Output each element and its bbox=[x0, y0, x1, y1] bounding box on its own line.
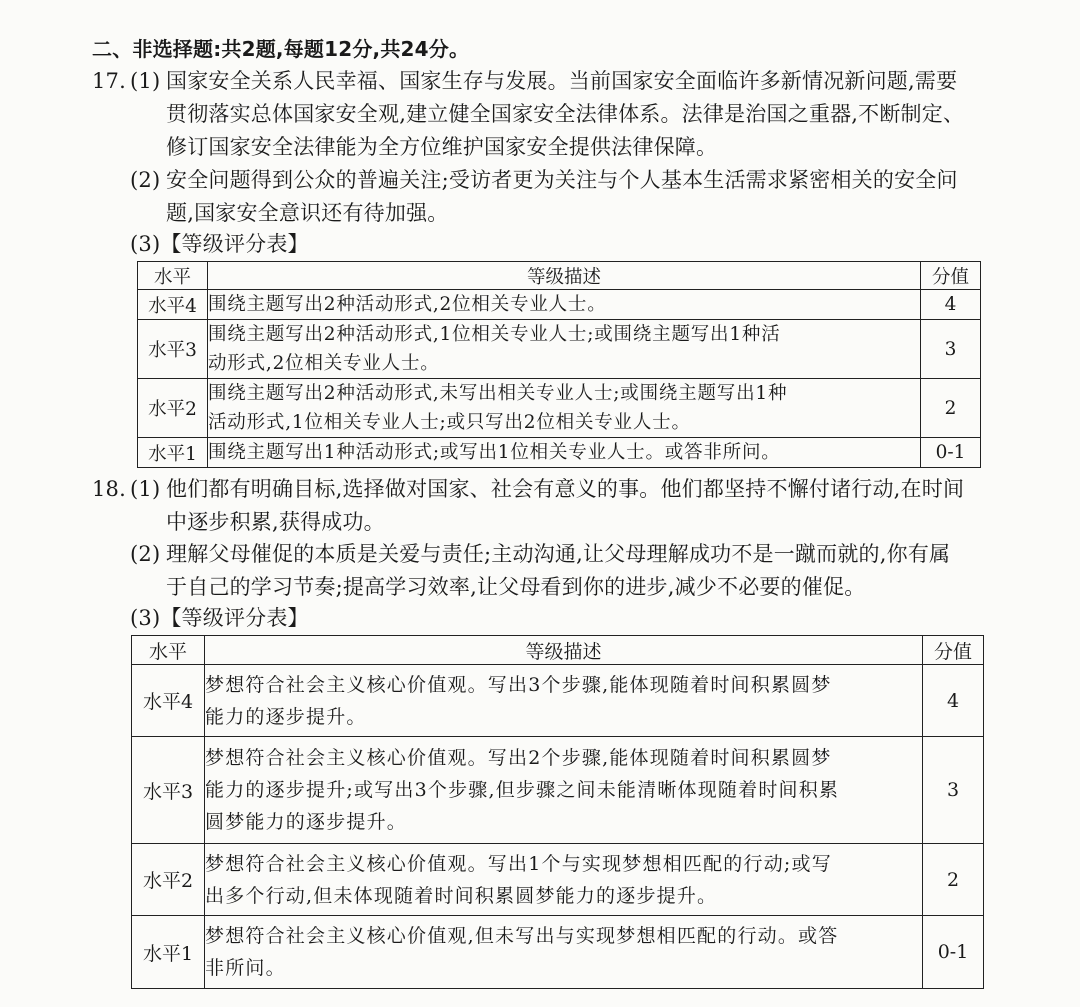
q17-part1-line: 修订国家安全法律能为全方位维护国家安全提供法律保障。 bbox=[166, 135, 718, 159]
description-line: 活动形式,1位相关专业人士;或只写出2位相关专业人士。 bbox=[208, 412, 691, 433]
level-cell: 水平4 bbox=[132, 665, 205, 737]
description-cell bbox=[208, 438, 921, 468]
table-header-level: 水平 bbox=[132, 636, 205, 665]
table-header-score: 分值 bbox=[921, 262, 981, 290]
table-header-score: 分值 bbox=[923, 636, 984, 665]
q17-part2-line: 题,国家安全意识还有待加强。 bbox=[166, 201, 449, 225]
table-row bbox=[132, 665, 984, 737]
table-row bbox=[138, 438, 981, 468]
score-cell: 2 bbox=[921, 379, 981, 438]
description-line: 梦想符合社会主义核心价值观,但未写出与实现梦想相匹配的行动。或答 bbox=[205, 925, 839, 947]
description-line: 梦想符合社会主义核心价值观。写出3个步骤,能体现随着时间积累圆梦 bbox=[205, 673, 832, 696]
description-line: 出多个行动,但未体现随着时间积累圆梦能力的逐步提升。 bbox=[205, 884, 718, 907]
q18-part1-line: 他们都有明确目标,选择做对国家、社会有意义的事。他们都坚持不懈付诸行动,在时间 bbox=[166, 477, 965, 501]
description-line: 围绕主题写出2种活动形式,2位相关专业人士。 bbox=[208, 294, 607, 315]
description-line: 围绕主题写出2种活动形式,1位相关专业人士;或围绕主题写出1种活 bbox=[208, 324, 781, 345]
table-row bbox=[138, 379, 981, 438]
q17-part1-line: 国家安全关系人民幸福、国家生存与发展。当前国家安全面临许多新情况新问题,需要 bbox=[166, 69, 958, 93]
score-cell: 0-1 bbox=[923, 916, 984, 989]
q17-part1-label: (1) bbox=[130, 69, 161, 93]
table-header-description: 等级描述 bbox=[205, 636, 923, 665]
description-line: 能力的逐步提升;或写出3个步骤,但步骤之间未能清晰体现随着时间积累 bbox=[205, 779, 840, 801]
description-line: 动形式,2位相关专业人士。 bbox=[208, 353, 440, 374]
level-cell: 水平3 bbox=[138, 320, 208, 379]
question-18-number: 18. bbox=[92, 477, 126, 501]
description-line: 非所问。 bbox=[205, 957, 286, 979]
table-row bbox=[138, 320, 981, 379]
description-cell bbox=[205, 916, 923, 989]
table-row bbox=[132, 844, 984, 916]
q18-part2-label: (2) bbox=[130, 542, 161, 566]
description-cell bbox=[208, 290, 921, 320]
score-cell: 4 bbox=[923, 665, 984, 737]
q18-part1-label: (1) bbox=[130, 477, 161, 501]
table-header-level: 水平 bbox=[138, 262, 208, 290]
q17-part3-label: (3)【等级评分表】 bbox=[130, 232, 309, 256]
description-line: 梦想符合社会主义核心价值观。写出1个与实现梦想相匹配的行动;或写 bbox=[205, 852, 832, 875]
table-row bbox=[132, 737, 984, 844]
description-line: 能力的逐步提升。 bbox=[205, 705, 367, 728]
level-cell: 水平2 bbox=[138, 379, 208, 438]
score-cell: 2 bbox=[923, 844, 984, 916]
q18-part2-line: 于自己的学习节奏;提高学习效率,让父母看到你的进步,减少不必要的催促。 bbox=[166, 575, 866, 599]
q17-part2-line: 安全问题得到公众的普遍关注;受访者更为关注与个人基本生活需求紧密相关的安全问 bbox=[166, 168, 958, 192]
description-line: 围绕主题写出2种活动形式,未写出相关专业人士;或围绕主题写出1种 bbox=[208, 383, 788, 404]
q17-part1-line: 贯彻落实总体国家安全观,建立健全国家安全法律体系。法律是治国之重器,不断制定、 bbox=[166, 102, 965, 126]
level-cell: 水平1 bbox=[138, 438, 208, 468]
description-cell bbox=[208, 320, 921, 379]
q18-part1-line: 中逐步积累,获得成功。 bbox=[166, 510, 385, 534]
description-line: 围绕主题写出1种活动形式;或写出1位相关专业人士。或答非所问。 bbox=[208, 442, 781, 463]
q17-rubric-table bbox=[137, 261, 981, 468]
score-cell: 4 bbox=[921, 290, 981, 320]
description-cell bbox=[205, 844, 923, 916]
description-cell bbox=[205, 737, 923, 844]
q18-part2-line: 理解父母催促的本质是关爱与责任;主动沟通,让父母理解成功不是一蹴而就的,你有属 bbox=[166, 542, 951, 566]
level-cell: 水平4 bbox=[138, 290, 208, 320]
q18-rubric-table bbox=[131, 635, 984, 989]
description-line: 圆梦能力的逐步提升。 bbox=[205, 811, 408, 833]
score-cell: 0-1 bbox=[921, 438, 981, 468]
q17-part2-label: (2) bbox=[130, 168, 161, 192]
table-row bbox=[138, 290, 981, 320]
q18-part3-label: (3)【等级评分表】 bbox=[130, 606, 309, 630]
score-cell: 3 bbox=[921, 320, 981, 379]
table-row bbox=[132, 916, 984, 989]
description-cell bbox=[208, 379, 921, 438]
description-line: 梦想符合社会主义核心价值观。写出2个步骤,能体现随着时间积累圆梦 bbox=[205, 747, 832, 769]
table-header-description: 等级描述 bbox=[208, 262, 921, 290]
score-cell: 3 bbox=[923, 737, 984, 844]
level-cell: 水平1 bbox=[132, 916, 205, 989]
section-title: 二、非选择题:共2题,每题12分,共24分。 bbox=[92, 37, 470, 61]
level-cell: 水平3 bbox=[132, 737, 205, 844]
description-cell bbox=[205, 665, 923, 737]
question-17-number: 17. bbox=[92, 69, 126, 93]
level-cell: 水平2 bbox=[132, 844, 205, 916]
